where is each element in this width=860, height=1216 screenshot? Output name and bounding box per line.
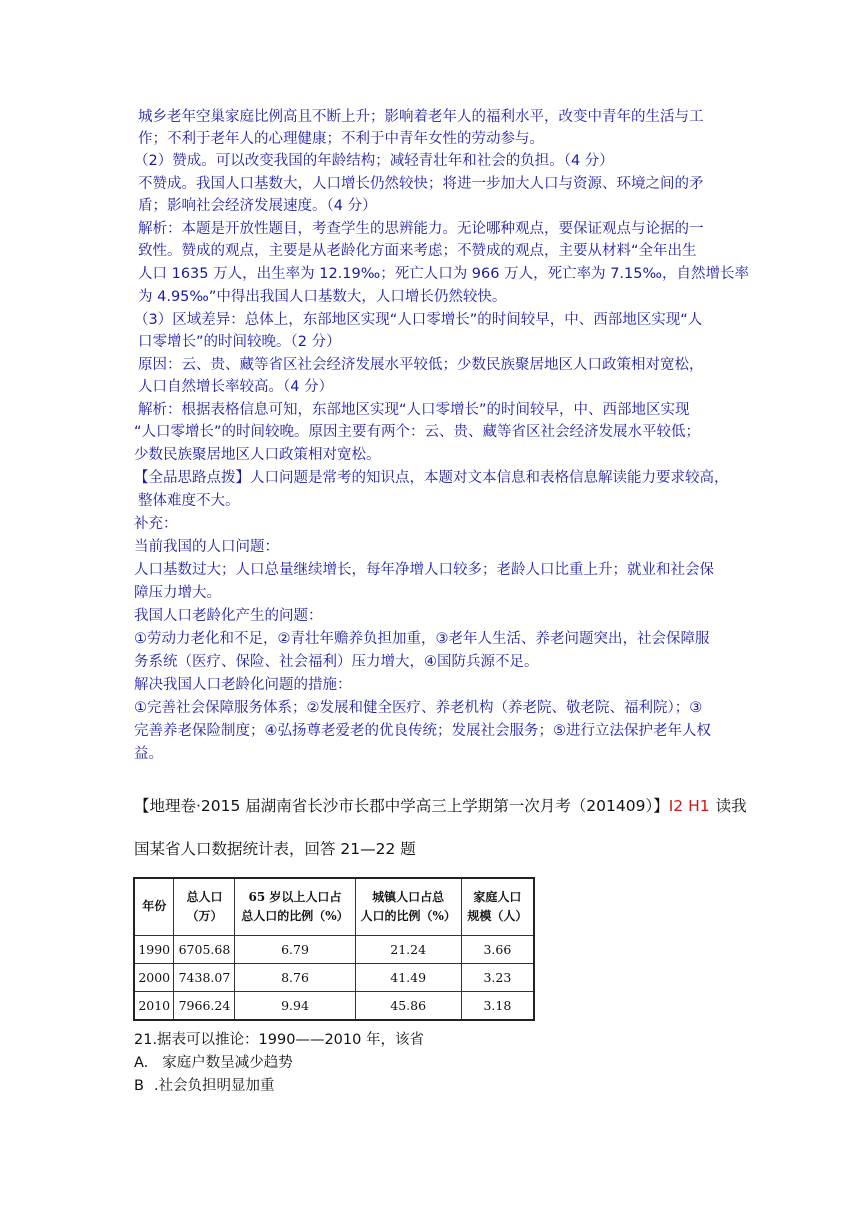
analysis-line: 解析：根据表格信息可知，东部地区实现“人口零增长”的时间较早，中、西部地区实现: [138, 402, 690, 418]
supplement-line: 务系统（医疗、保险、社会福利）压力增大，④国防兵源不足。: [134, 654, 539, 670]
question-stem: 21.据表可以推论：1990——2010 年，该省: [134, 1032, 424, 1048]
table-cell: 1990: [134, 935, 174, 963]
tip-line: 【全品思路点拨】人口问题是常考的知识点，本题对文本信息和表格信息解读能力要求较高，: [134, 470, 729, 486]
answer-line: 城乡老年空巢家庭比例高且不断上升；影响着老年人的福利水平，改变中青年的生活与工: [138, 109, 704, 125]
col-header-urban: 城镇人口占总 人口的比例（%）: [355, 878, 461, 935]
answer-line: 作；不利于老年人的心理健康；不利于中青年女性的劳动参与。: [138, 131, 544, 147]
col-header-total: 总人口 （万）: [174, 878, 235, 935]
col-header-household: 家庭人口 规模（人）: [461, 878, 534, 935]
source-header: [134, 795, 747, 817]
table-cell: 8.76: [235, 963, 355, 991]
source-prefix: 【地理卷·2015 届湖南省长沙市长郡中学高三上学期第一次月考（201409）】: [134, 797, 669, 815]
source-codes: I2 H1: [668, 797, 710, 815]
supplement-subheading: 当前我国的人口问题：: [134, 539, 279, 555]
option-a: [134, 1052, 293, 1074]
table-cell: 2010: [134, 991, 174, 1020]
answer-line: 口零增长”的时间较晚。（2 分）: [138, 334, 341, 350]
answer-line: （3）区域差异：总体上，东部地区实现“人口零增长”的时间较早，中、西部地区实现“人: [134, 312, 703, 328]
option-a-letter: A.: [134, 1055, 149, 1071]
supplement-line: ①完善社会保障服务体系；②发展和健全医疗、养老机构（养老院、敬老院、福利院）；③: [134, 700, 703, 716]
table-cell: 3.23: [461, 963, 534, 991]
col-header-year: 年份: [134, 878, 174, 935]
table-cell: 6705.68: [174, 935, 235, 963]
supplement-line: 益。: [134, 746, 163, 762]
supplement-heading: 补充：: [134, 516, 178, 532]
option-b-text: .社会负担明显加重: [153, 1078, 275, 1094]
table-cell: 6.79: [235, 935, 355, 963]
table-cell: 9.94: [235, 991, 355, 1020]
table-cell: 3.18: [461, 991, 534, 1020]
answer-line: 不赞成。我国人口基数大，人口增长仍然较快；将进一步加大人口与资源、环境之间的矛: [138, 176, 704, 192]
supplement-line: ①劳动力老化和不足，②青壮年赡养负担加重，③老年人生活、养老问题突出，社会保障服: [134, 631, 710, 647]
table-cell: 45.86: [355, 991, 461, 1020]
table-cell: 7966.24: [174, 991, 235, 1020]
analysis-line: 人口 1635 万人，出生率为 12.19‰；死亡人口为 966 万人，死亡率为 7.15‰，自然增长率: [138, 266, 749, 282]
population-table: [133, 877, 535, 1021]
col-header-elderly: 65 岁以上人口占 总人口的比例（%）: [235, 878, 355, 935]
table-cell: 7438.07: [174, 963, 235, 991]
answer-line: 人口自然增长率较高。（4 分）: [138, 379, 334, 395]
analysis-line: 为 4.95‰”中得出我国人口基数大，人口增长仍然较快。: [138, 289, 507, 305]
table-cell: 3.66: [461, 935, 534, 963]
supplement-line: 人口基数过大；人口总量继续增长，每年净增人口较多；老龄人口比重上升；就业和社会保: [134, 562, 714, 578]
table-cell: 41.49: [355, 963, 461, 991]
analysis-line: 少数民族聚居地区人口政策相对宽松。: [134, 447, 381, 463]
tip-line: 整体难度不大。: [138, 493, 240, 509]
analysis-line: “人口零增长”的时间较晚。原因主要有两个：云、贵、藏等省区社会经济发展水平较低；: [134, 424, 701, 440]
answer-line: 原因：云、贵、藏等省区社会经济发展水平较低；少数民族聚居地区人口政策相对宽松，: [138, 357, 704, 373]
supplement-line: 完善养老保险制度；④弘扬尊老爱老的优良传统；发展社会服务；⑤进行立法保护老年人权: [134, 723, 711, 739]
analysis-line: 致性。赞成的观点，主要是从老龄化方面来考虑；不赞成的观点，主要从材料“全年出生: [138, 243, 697, 259]
option-b: [134, 1075, 275, 1097]
supplement-subheading: 我国人口老龄化产生的问题：: [134, 608, 323, 624]
table-header-row: [134, 878, 534, 935]
question-intro: 国某省人口数据统计表，回答 21—22 题: [134, 840, 416, 858]
table-row: [134, 991, 534, 1020]
answer-line: （2）赞成。可以改变我国的年龄结构；减轻青壮年和社会的负担。（4 分）: [134, 153, 614, 169]
table-cell: 2000: [134, 963, 174, 991]
analysis-line: 解析：本题是开放性题目，考查学生的思辨能力。无论哪种观点，要保证观点与论据的一: [138, 221, 704, 237]
option-a-text: 家庭户数呈减少趋势: [162, 1055, 293, 1071]
supplement-subheading: 解决我国人口老龄化问题的措施：: [134, 677, 352, 693]
supplement-line: 障压力增大。: [134, 585, 221, 601]
table-row: [134, 935, 534, 963]
table-cell: 21.24: [355, 935, 461, 963]
table-row: [134, 963, 534, 991]
source-suffix: 读我: [715, 797, 747, 815]
option-b-letter: B: [134, 1078, 144, 1094]
answer-line: 盾；影响社会经济发展速度。（4 分）: [138, 198, 377, 214]
